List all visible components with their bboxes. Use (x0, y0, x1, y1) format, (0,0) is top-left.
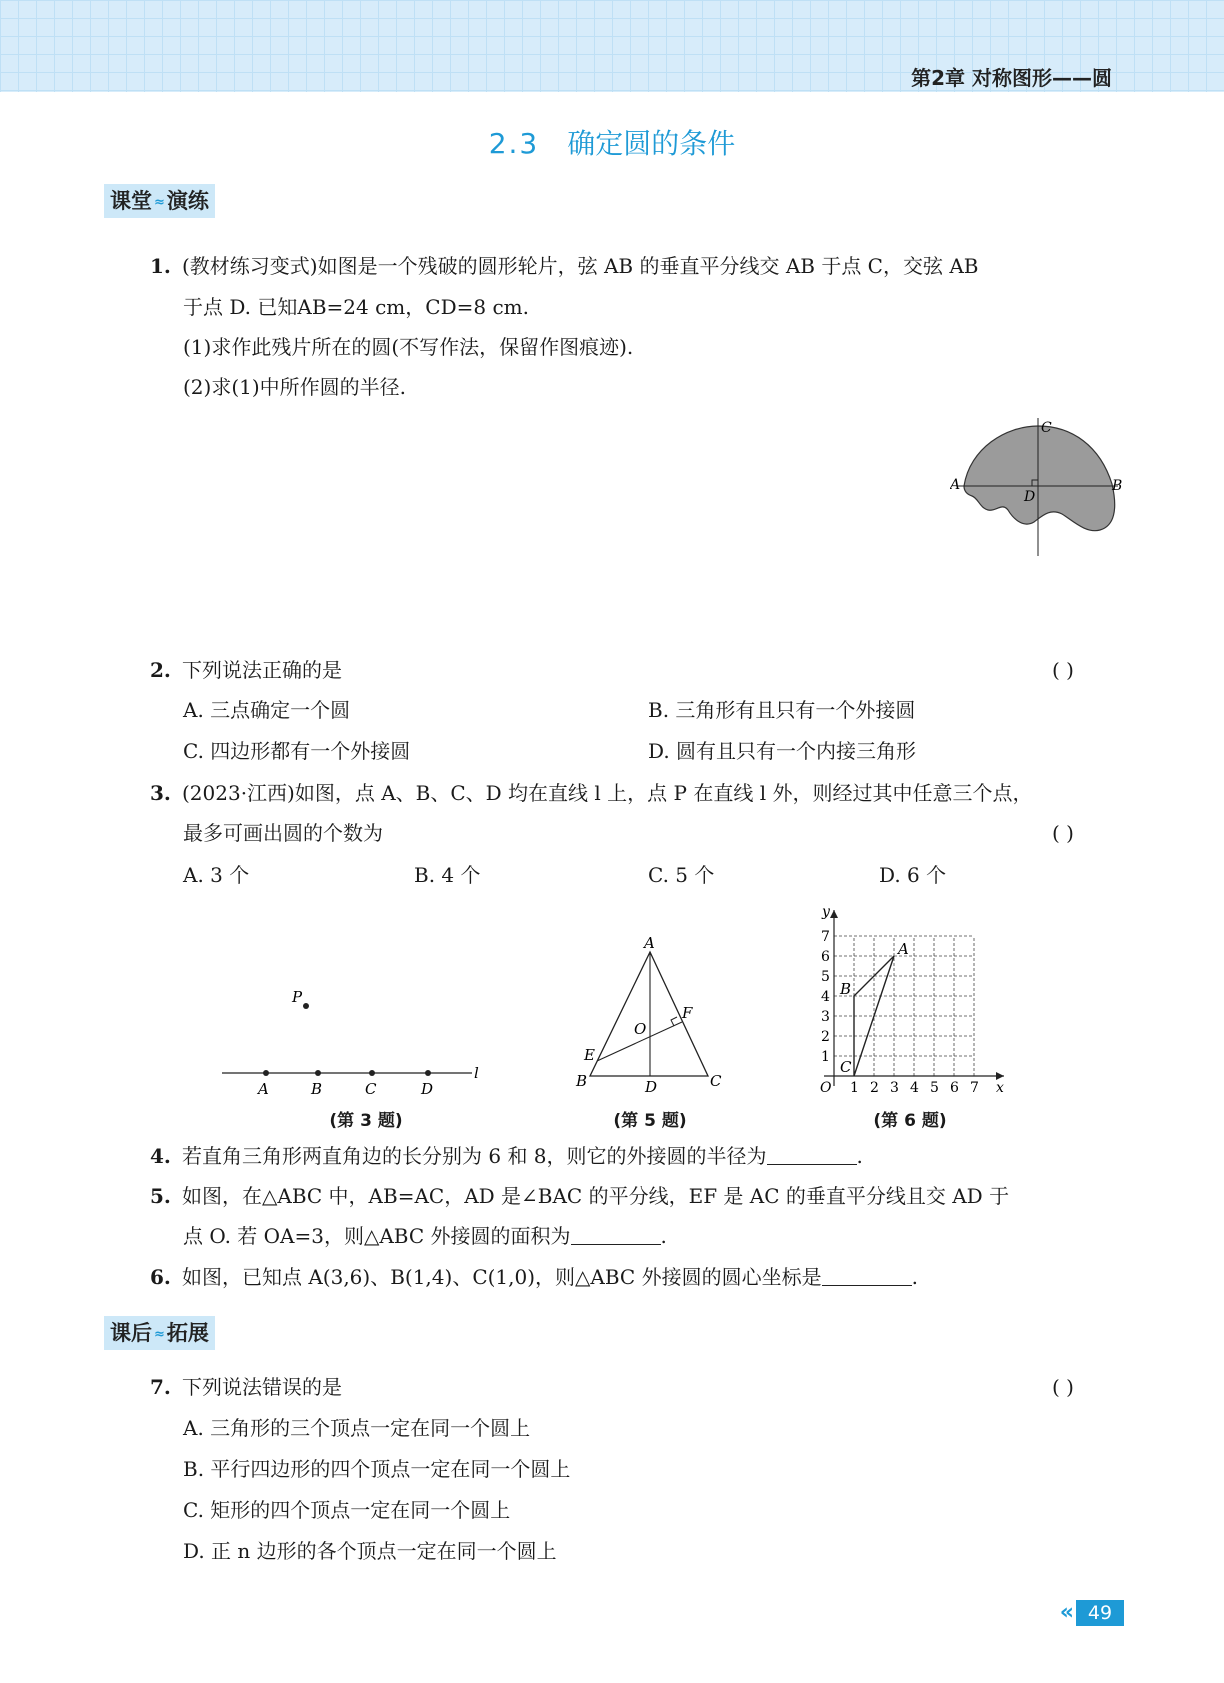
point-a (263, 1070, 269, 1076)
figure-3-caption: (第 3 题) (329, 1111, 403, 1131)
figure-1-broken-wheel (950, 418, 1130, 558)
section-title-text: 确定圆的条件 (567, 127, 736, 160)
section-label-homework (104, 1316, 215, 1350)
label-f: F (682, 1004, 693, 1022)
period: . (911, 1265, 918, 1289)
x-tick-label: 1 (850, 1080, 859, 1096)
question-number: 1. (150, 254, 171, 278)
chevron-left-icon: « (1059, 1600, 1074, 1625)
axis-label-x: x (996, 1080, 1004, 1096)
question-text: 若直角三角形两直角边的长分别为 6 和 8，则它的外接圆的半径为 (182, 1144, 767, 1168)
option-a: A. 三点确定一个圆 (183, 698, 351, 722)
question-text: 如图，已知点 A(3,6)、B(1,4)、C(1,0)，则△ABC 外接圆的圆心坐标是 (182, 1265, 822, 1289)
label-c: C (710, 1072, 722, 1090)
point-d (425, 1070, 431, 1076)
figure-5-caption: (第 5 题) (613, 1111, 687, 1131)
option-b: B. 三角形有且只有一个外接圆 (648, 698, 916, 722)
section-label-part2: 演练 (166, 189, 209, 213)
question-number: 6. (150, 1265, 171, 1289)
section-label-part1: 课后 (110, 1321, 152, 1345)
question-2-stem (150, 650, 342, 690)
period: . (856, 1144, 863, 1168)
section-title (0, 122, 1224, 162)
point-b (315, 1070, 321, 1076)
period: . (660, 1224, 667, 1248)
question-3-line2: 最多可画出圆的个数为 (183, 821, 383, 845)
question-5-line1 (150, 1176, 1009, 1216)
option-a: A. 三角形的三个顶点一定在同一个圆上 (183, 1416, 531, 1440)
point-p (303, 1003, 309, 1009)
y-tick-label: 2 (821, 1029, 830, 1045)
answer-blank[interactable] (767, 1146, 857, 1165)
y-tick-label: 6 (821, 949, 830, 965)
question-text: 下列说法正确的是 (182, 658, 342, 682)
question-text: (2023·江西)如图，点 A、B、C、D 均在直线 l 上，点 P 在直线 l 外，则经过其中任意三个点， (182, 781, 1033, 805)
label-b: B (311, 1080, 323, 1098)
label-e: E (584, 1046, 595, 1064)
label-o: O (634, 1020, 647, 1038)
question-text: 下列说法错误的是 (182, 1375, 342, 1399)
x-tick-label: 6 (950, 1080, 959, 1096)
question-6 (150, 1257, 918, 1297)
label-a: A (258, 1080, 269, 1098)
point-c (369, 1070, 375, 1076)
question-number: 5. (150, 1184, 171, 1208)
figure-6-coordinate-grid (810, 906, 1010, 1106)
section-label-part1: 课堂 (110, 189, 152, 213)
section-label-classwork (104, 184, 215, 218)
answer-blank[interactable] (822, 1267, 912, 1286)
question-1-line2: 于点 D. 已知AB=24 cm，CD=8 cm. (183, 295, 529, 319)
axis-label-y: y (822, 906, 830, 920)
question-text: 点 O. 若 OA=3，则△ABC 外接圆的面积为 (183, 1224, 571, 1248)
label-b: B (840, 980, 852, 998)
label-b: B (576, 1072, 588, 1090)
figure-3-points-on-line (216, 990, 486, 1100)
x-tick-label: 7 (970, 1080, 979, 1096)
page-number: 49 (1076, 1600, 1124, 1626)
question-text: (教材练习变式)如图是一个残破的圆形轮片，弦 AB 的垂直平分线交 AB 于点 C，交弦 AB (182, 254, 979, 278)
label-c: C (365, 1080, 377, 1098)
y-tick-label: 5 (821, 969, 830, 985)
question-4 (150, 1136, 863, 1176)
label-c: C (840, 1058, 852, 1076)
y-tick-label: 3 (821, 1009, 830, 1025)
question-7-stem (150, 1367, 342, 1407)
option-d: D. 6 个 (879, 863, 947, 887)
question-number: 7. (150, 1375, 171, 1399)
x-axis-arrow (996, 1072, 1004, 1080)
wave-icon: ≈ (154, 1327, 165, 1342)
option-c: C. 四边形都有一个外接圆 (183, 739, 411, 763)
question-number: 2. (150, 658, 171, 682)
question-number: 3. (150, 781, 171, 805)
figure-5-isosceles-triangle (570, 934, 730, 1094)
answer-paren: ( ) (1052, 658, 1074, 682)
x-tick-label: 3 (890, 1080, 899, 1096)
label-l: l (474, 1064, 479, 1082)
origin-label: O (820, 1080, 832, 1096)
y-axis-arrow (830, 910, 838, 918)
label-d: D (1024, 489, 1036, 505)
question-1-sub2: (2)求(1)中所作圆的半径. (183, 375, 407, 399)
x-tick-label: 4 (910, 1080, 919, 1096)
x-tick-label: 5 (930, 1080, 939, 1096)
label-a: A (898, 940, 909, 958)
option-d: D. 圆有且只有一个内接三角形 (648, 739, 917, 763)
y-tick-label: 1 (821, 1049, 830, 1065)
chapter-title: 第2章 对称图形——圆 (911, 66, 1112, 90)
label-a: A (644, 934, 655, 952)
question-3-line1 (150, 773, 1032, 813)
question-5-line2 (183, 1216, 667, 1256)
answer-blank[interactable] (571, 1226, 661, 1245)
x-tick-label: 2 (870, 1080, 879, 1096)
y-tick-label: 4 (821, 989, 830, 1005)
answer-paren: ( ) (1052, 1375, 1074, 1399)
label-b: B (1112, 478, 1123, 494)
y-tick-label: 7 (821, 929, 830, 945)
figure-6-caption: (第 6 题) (873, 1111, 947, 1131)
label-d: D (645, 1078, 658, 1094)
option-b: B. 平行四边形的四个顶点一定在同一个圆上 (183, 1457, 571, 1481)
wave-icon: ≈ (154, 195, 165, 210)
label-a: A (950, 477, 961, 493)
option-a: A. 3 个 (183, 863, 250, 887)
label-c: C (1041, 420, 1052, 436)
option-d: D. 正 n 边形的各个顶点一定在同一个圆上 (183, 1539, 557, 1563)
question-number: 4. (150, 1144, 171, 1168)
option-c: C. 矩形的四个顶点一定在同一个圆上 (183, 1498, 511, 1522)
option-b: B. 4 个 (414, 863, 481, 887)
label-d: D (421, 1080, 434, 1098)
question-1-line1 (150, 246, 978, 286)
question-1-sub1: (1)求作此残片所在的圆(不写作法，保留作图痕迹). (183, 335, 634, 359)
question-text: 如图，在△ABC 中，AB=AC，AD 是∠BAC 的平分线，EF 是 AC 的垂直平分线且交 AD 于 (182, 1184, 1010, 1208)
wheel-fragment (964, 426, 1115, 531)
section-number: 2.3 (488, 127, 540, 160)
page-number-badge (1028, 1600, 1124, 1626)
label-p: P (292, 990, 303, 1006)
option-c: C. 5 个 (648, 863, 715, 887)
section-label-part2: 拓展 (166, 1321, 209, 1345)
answer-paren: ( ) (1052, 821, 1074, 845)
